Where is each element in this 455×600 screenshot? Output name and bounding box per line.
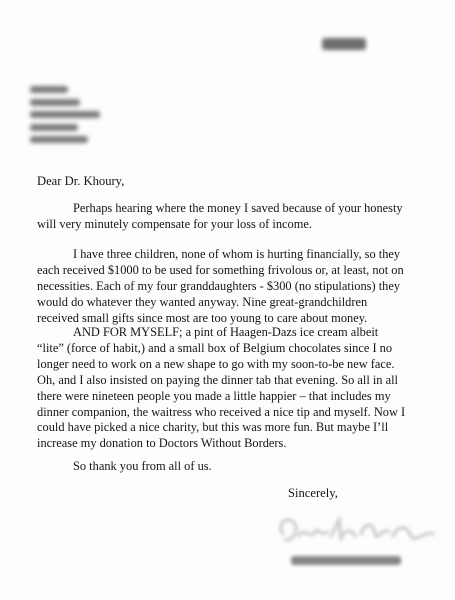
redacted-address-line [30, 86, 68, 93]
paragraph-line: AND FOR MYSELF; a pint of Haagen-Dazs ice cream albeit [73, 325, 379, 339]
paragraph-line: necessities. Each of my four granddaughters - $300 (no stipulations) they [37, 278, 401, 293]
closing: Sincerely, [288, 486, 338, 500]
redacted-address-line [30, 111, 100, 118]
paragraph-line: could have picked a nice charity, but this was more fun. But maybe I’ll [37, 420, 389, 435]
letter-paragraph [37, 325, 429, 452]
paragraph-line: would do whatever they wanted anyway. Nine great-grandchildren [37, 294, 368, 309]
redacted-date [322, 38, 366, 50]
redacted-signature [265, 506, 445, 576]
paragraph-line: dinner companion, the waitress who received a nice tip and myself. Now I [37, 404, 406, 419]
paragraph-line: longer need to work on a new shape to go with my soon-to-be new face. [37, 356, 395, 371]
paragraph-line: will very minutely compensate for your loss of income. [37, 216, 312, 231]
redacted-address-line [30, 136, 88, 143]
paragraph-line: received small gifts since most are too young to care about money. [37, 310, 368, 325]
paragraph-line: Perhaps hearing where the money I saved because of your honesty [73, 201, 403, 215]
letter-paragraph [37, 201, 429, 233]
letter-paragraph [37, 247, 429, 327]
salutation: Dear Dr. Khoury, [37, 174, 125, 188]
paragraph-line: Oh, and I also insisted on paying the dinner tab that evening. So all in all [37, 372, 398, 387]
paragraph-line: So thank you from all of us. [73, 459, 212, 473]
redacted-address-line [30, 124, 78, 131]
paragraph-line: each received $1000 to be used for something frivolous or, at least, not on [37, 262, 404, 277]
letter-paragraph [37, 459, 429, 475]
redacted-address-line [30, 99, 80, 106]
paragraph-line: I have three children, none of whom is hurting financially, so they [73, 247, 401, 261]
paragraph-line: increase my donation to Doctors Without Borders. [37, 436, 287, 451]
paragraph-line: there were nineteen people you made a little happier – that includes my [37, 388, 391, 403]
paragraph-line: “lite” (force of habit,) and a small box of Belgium chocolates since I no [37, 340, 393, 355]
